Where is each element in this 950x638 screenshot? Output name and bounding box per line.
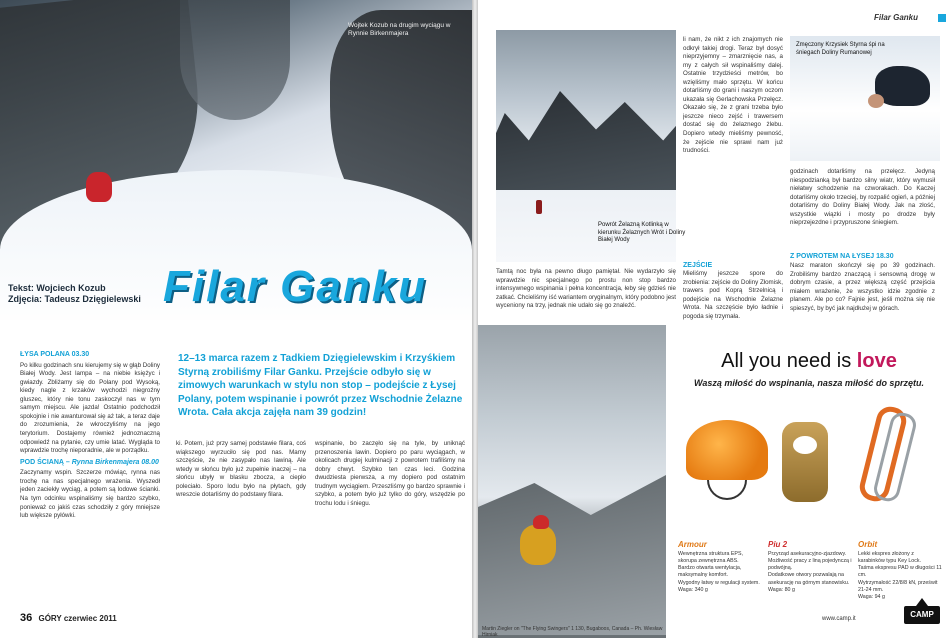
feature-item: Lekki ekspres złożony z karabinków typu Key Lock. [858, 551, 922, 565]
climber-figure [86, 172, 112, 202]
product-name: Piu 2 [768, 540, 788, 549]
feature-item: Wygodny łatwy w regulacji system. [678, 579, 760, 586]
text-column-2 [176, 440, 306, 610]
feature-item: Przyrząd asekuracyjno-zjazdowy. [768, 551, 847, 557]
section-heading-main: POD ŚCIANĄ – [20, 458, 70, 466]
article-title: Filar Ganku [163, 262, 428, 311]
ad-website-link[interactable]: www.camp.it [822, 616, 856, 622]
article-lead: 12–13 marca razem z Tadkiem Dzięgielewskim i Krzyśkiem Styrną zrobiliśmy Filar Ganku. Przejście odbyło się w zimowych warunkach w stylu non stop – podejście z Łysej Polany, potem wspinanie i powrót przez Wschodnie Żelazne Wrota. Cała akcja zajęła nam 39 godzin! [178, 353, 463, 418]
belay-device-icon [782, 422, 828, 502]
feature-item: Waga: 340 g [678, 586, 708, 593]
belay-device-slot [793, 436, 817, 454]
camp-logo: CAMP [904, 606, 940, 624]
feature-item: Dodatkowe otwory pozwalają na asekurację na górnym stanowisku. [768, 572, 850, 586]
paragraph: Tamtą noc była na pewno długo pamiętał. Nie wydarzyło się wprawdzie nic specjalnego po prostu non stop bardzo intensywnego wspinania i pełna koncentracja, łeby się gdzieś nie zatkać. Chcieliśmy iść wariantem oryginalnym, który podobno jest wyceniony na trzy, jednak nie udało się go znaleźć. [496, 268, 676, 310]
rock-face [478, 475, 666, 635]
text-zejscie [683, 270, 783, 320]
camp-logo-mountain-icon [916, 598, 928, 606]
photo-caption: Zmęczony Krzysiek Styrna śpi na śniegach Doliny Rumanowej [796, 42, 885, 56]
section-heading [20, 458, 160, 468]
feature-item: Wewnętrzna struktura EPS, skorupa zewnętrzna ABS. [678, 551, 743, 565]
paragraph: wspinanie, bo zaczęło się na tyle, by uniknąć przenoszenia lawin. Dopiero po paru wyciągach, w okolicach drugiej kulminacji z powrotem trafiliśmy na dobry chwyt. Szybko ten czas leci. Godzina dwudziesta pierwsza, a my dopiero pod ostatnim trudnym wyciągiem. Przeszliśmy go bardzo sprawnie i szybko, a potem było już tylko do góry, wszędzie po trochu lodu i śniegu. [315, 440, 465, 507]
ad-headline [678, 350, 940, 373]
paragraph: Nasz maraton skończył się po 39 godzinach. Zrobiliśmy bardzo znaczącą i sensowną drogę w dobrym czasie, a przez większą część przejścia miałem wrażenie, że wszystko idzie zgodnie z planem. Ale po co? Fajnie jest, jeśli można się nie spieszyć, by być jak najdłużej w górach. [790, 262, 935, 312]
photo-ad-climber [478, 325, 666, 638]
feature-item: Wytrzymałość 22/8/8 kN, prześwit 21-24 mm. [858, 579, 938, 593]
feature-item: Waga: 94 g [858, 593, 885, 600]
product-piu2 [768, 540, 852, 594]
paragraph: godzinach dotarliśmy na przełęcz. Jedyną niespodzianką był bardzo silny wiatr, który wymusił niełatwy schodzenie na czworakach. Do Kaczej dotarliśmy około trzeciej, by rozpalić ogień, a później dotarliśmy do Doliny Białej Wody. Jak na złość, wszystkie wiązki i mosty po drodze były nieprzejezdne i przypruszone śniegiem. [790, 168, 935, 227]
folio [20, 612, 117, 624]
ad-subline: Waszą miłość do wspinania, nasza miłość do sprzętu. [694, 378, 924, 388]
feature-item: Taśma ekspresu PAD w długości 11 cm. [858, 565, 942, 579]
text-column-1 [20, 348, 160, 608]
product-armour [678, 540, 762, 594]
text-credit: Tekst: Wojciech Kozub [8, 283, 106, 293]
helmet-icon [686, 420, 768, 480]
header-square-icon [938, 14, 946, 22]
climber-figure [536, 200, 542, 214]
paragraph: Zaczynamy wspin. Szczerze mówiąc, rynna nas trochę na nas specjalnego wrażenia. Wyszedł jeden zaciekły wyciąg, a potem są lodowe ścianki. Na tym odcinku wspinaliśmy się bardzo szybko, ponieważ co jakiś czas schodziły z góry mniejsze lub większe pyłówki. [20, 469, 160, 520]
section-heading: Z POWROTEM NA ŁYSEJ 18.30 [790, 253, 894, 260]
product-features [678, 551, 762, 594]
product-features [768, 551, 852, 594]
ad-headline-text: All you need is [721, 350, 857, 372]
feature-item: Możliwość pracy z liną pojedynczą i podwójną. [768, 558, 852, 572]
paragraph: Mieliśmy jeszcze spore do zrobienia: zejście do Doliny Złomisk, trawers pod Koprą Strzelnicą i podejście na Wschodnie Żelazne Wrota. Na szczęście było ładnie i pogoda się trzymała. [683, 270, 783, 320]
right-page [478, 0, 950, 638]
product-name: Orbit [858, 540, 878, 549]
text-column-r1 [496, 268, 676, 318]
paragraph: Po kilku godzinach snu kierujemy się w głąb Doliny Białej Wody. Jest lampa – na niebie księżyc i gwiazdy. Zbliżamy się do Polany pod Wysoką, kiedy nagle z krzaków wychodzi niegroźny gluszec, który nie tonu zaskoczył nas w tym samym miejscu. Ale jazda! Ostatnio podchodził spokojnie i nie awanturował się aż tak, a teraz daje do zrozumienia, że wkroczyliśmy na jego terytorium. Dostajemy również jednoznaczną odpowiedź na pytanie, czy umie latać. Wygląda to wprawdzie trochę nieporadnie, ale w porządku. [20, 361, 160, 455]
photo-sleeping-climber [790, 36, 940, 161]
photo-credit: Zdjęcia: Tadeusz Dzięgielewski [8, 294, 141, 305]
rock-face [180, 0, 290, 120]
text-powrot [790, 262, 935, 322]
page-number: 36 [20, 612, 33, 624]
section-heading-route: Rynna Birkenmajera 08.00 [71, 458, 159, 466]
left-page [0, 0, 472, 638]
camp-advert [672, 340, 944, 628]
climber-figure [520, 525, 556, 565]
feature-item: Bardzo otwarta wentylacja, maksymalny komfort. [678, 565, 742, 579]
ad-headline-love: love [856, 350, 897, 372]
person-face [868, 94, 884, 108]
helmet-strap-icon [707, 480, 747, 500]
climber-helmet [533, 515, 549, 529]
photo-credit: Martin Ziegler on "The Flying Swingers" 1 130, Bugaboos, Canada – Ph. Wiesław Hirniak [482, 626, 663, 638]
photo-caption: Powrót Żelazną Kotlinką w kierunku Żelaznych Wrót i Doliny Białej Wody [598, 222, 686, 243]
mountain-ridge [496, 80, 676, 190]
article-credits [8, 283, 141, 306]
product-orbit [858, 540, 942, 601]
paragraph: ki. Potem, już przy samej podstawie filara, coś wiąkszego wyrzuciło się pod nas. Mamy szczęście, że nie zasypało nas lawiną. Ale wtedy w słońcu było już zupełnie inaczej – na słońcu ubyły w blasku zbocza, a ciepło poleciało. Sporo lodu było na płytach, gdy wreszcie dotarliśmy do podstawy filara. [176, 440, 306, 499]
product-name: Armour [678, 540, 707, 549]
feature-item: Waga: 80 g [768, 586, 795, 593]
photo-caption: Wojtek Kozub na drugim wyciągu w Rynnie Birkenmajera [348, 22, 451, 37]
running-header: Filar Ganku [874, 13, 919, 22]
issue-label: GÓRY czerwiec 2011 [38, 614, 117, 623]
section-heading: ŁYSA POLANA 03.30 [20, 351, 90, 358]
paragraph: li nam, że nikt z ich znajomych nie odkrył takiej drogi. Teraz był dosyć nieprzyjemny – zmarznięcie nas, a my z całych sił wspinaliśmy dalej. Ostatnie trzydzieści metrów, bo wzięliśmy mało sprzętu. W końcu dotarliśmy do grani i naszym oczom ukazała się Gerlachowska Przełęcz. Okazało się, że z grani trzeba było jeszcze nieco zejść i trawersem dostać się do żelaznego żlebu. Dopiero wtedy mieliśmy pewność, że zejście nie sprawi nam już trudności. [683, 36, 783, 155]
section-heading: ZEJŚCIE [683, 262, 713, 269]
product-features [858, 551, 942, 601]
text-column-3 [315, 440, 465, 610]
